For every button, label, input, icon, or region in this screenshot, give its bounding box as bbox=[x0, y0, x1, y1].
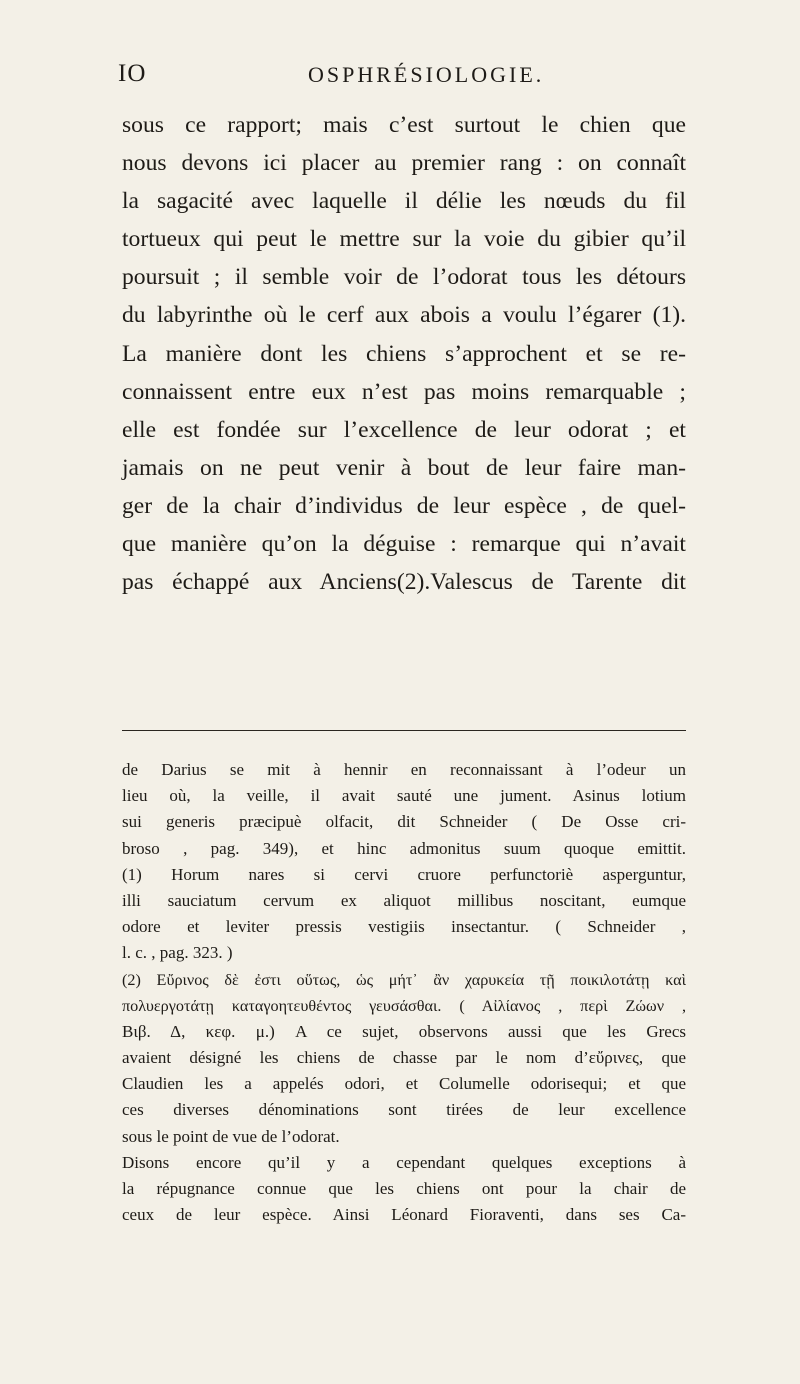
page-header bbox=[118, 60, 688, 100]
text-line: sous ce rapport; mais c’est surtout le chien que bbox=[122, 112, 686, 138]
footnote-line: Disons encore qu’il y a cependant quelques exceptions à bbox=[122, 1152, 686, 1172]
footnotes bbox=[122, 757, 686, 1228]
footnote-line: odore et leviter pressis vestigiis insectantur. ( Schneider , bbox=[122, 917, 686, 937]
running-title: OSPHRÉSIOLOGIE. bbox=[308, 62, 545, 87]
footnote-separator bbox=[122, 730, 686, 731]
footnote-line: avaient désigné les chiens de chasse par le nom d’εὔρινες, que bbox=[122, 1048, 686, 1068]
footnote-line: (1) Horum nares si cervi cruore perfunctoriè asperguntur, bbox=[122, 864, 686, 884]
text-line: que manière qu’on la déguise : remarque qui n’avait bbox=[122, 531, 686, 558]
text-line: ger de la chair d’individus de leur espèce , de quel- bbox=[122, 492, 686, 519]
footnote-line: de Darius se mit à hennir en reconnaissant à l’odeur un bbox=[122, 760, 686, 779]
footnote-line: Βιβ. Δ, κεφ. μ.) A ce sujet, observons aussi que les Grecs bbox=[122, 1021, 686, 1041]
footnote-line: sous le point de vue de l’odorat. bbox=[122, 1126, 340, 1146]
text-line: tortueux qui peut le mettre sur la voie du gibier qu’il bbox=[122, 226, 686, 253]
text-line: nous devons ici placer au premier rang : on connaît bbox=[122, 150, 686, 177]
text-line: connaissent entre eux n’est pas moins remarquable ; bbox=[122, 378, 686, 405]
footnote-line: la répugnance connue que les chiens ont pour la chair de bbox=[122, 1179, 686, 1198]
footnote-line: lieu où, la veille, il avait sauté une jument. Asinus lotium bbox=[122, 786, 686, 806]
text-line: jamais on ne peut venir à bout de leur faire man- bbox=[122, 454, 686, 481]
footnote-line: (2) Εὔρινος δὲ ἐστι οὕτως, ὡς μήτ᾽ ἂν χαρυκεία τῇ ποικιλοτάτῃ καὶ bbox=[122, 970, 686, 989]
text-line: elle est fondée sur l’excellence de leur odorat ; et bbox=[122, 416, 686, 443]
footnote-line: ces diverses dénominations sont tirées de leur excellence bbox=[122, 1100, 686, 1120]
footnote-line: sui generis præcipuè olfacit, dit Schneider ( De Osse cri- bbox=[122, 812, 686, 832]
main-text bbox=[122, 106, 686, 601]
page-number: IO bbox=[118, 60, 147, 87]
text-line: La manière dont les chiens s’approchent et se re- bbox=[122, 340, 686, 367]
text-line: la sagacité avec laquelle il délie les nœuds du fil bbox=[122, 188, 686, 215]
text-line: pas échappé aux Anciens(2).Valescus de Tarente dit bbox=[122, 569, 686, 596]
text-line: du labyrinthe où le cerf aux abois a voulu l’égarer (1). bbox=[122, 302, 686, 329]
footnote-line: broso , pag. 349), et hinc admonitus suum quoque emittit. bbox=[122, 838, 686, 858]
footnote-line: ceux de leur espèce. Ainsi Léonard Fioraventi, dans ses Ca- bbox=[122, 1205, 686, 1225]
footnote-line: l. c. , pag. 323. ) bbox=[122, 943, 233, 963]
footnote-line: Claudien les a appelés odori, et Columelle odorisequi; et que bbox=[122, 1074, 686, 1094]
text-line: poursuit ; il semble voir de l’odorat tous les détours bbox=[122, 264, 686, 291]
footnote-line: πολυεργοτάτῃ καταγοητευθέντος γευσάσθαι. ( Αἰλίανος , περὶ Ζώων , bbox=[122, 996, 686, 1015]
footnote-line: illi sauciatum cervum ex aliquot millibus noscitant, eumque bbox=[122, 890, 686, 910]
